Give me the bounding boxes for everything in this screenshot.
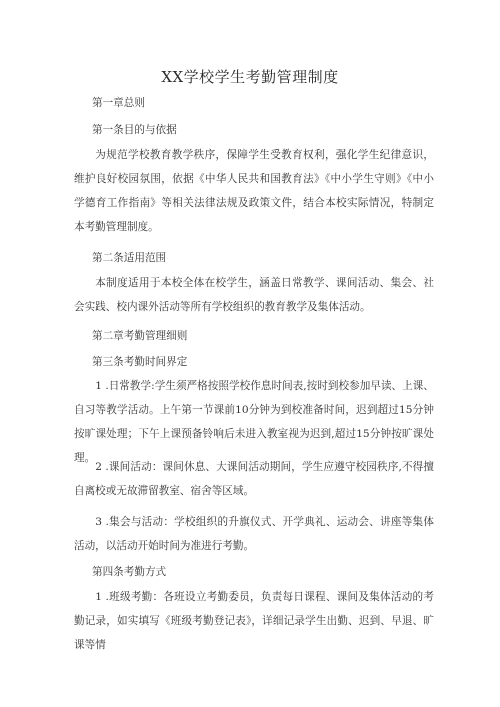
article-3-item-3: 3 .集会与活动：学校组织的升旗仪式、开学典礼、运动会、讲座等集体活动，以活动开始时间为准进行考勤。: [74, 516, 434, 552]
article-1-paragraph: 为规范学校教育教学秩序，保障学生受教育权利，强化学生纪律意识，维护良好校园氛围，依据《中华人民共和国教育法》《中小学生守则》《中小学德育工作指南》等相关法律法规及政策文件，结合本校实际情况，特制定本考勤管理制度。: [74, 149, 434, 233]
article-3-item-1: 1 .日常教学:学生须严格按照学校作息时间表,按时到校参加早读、上课、自习等教学活动。上午第一节课前10分钟为到校准备时间，迟到超过15分钟按旷课处理；下午上课预备铃响后未进入教室视为迟到,超过15分钟按旷课处理。: [74, 380, 434, 464]
article-1-heading: 第一条目的与依据: [92, 124, 177, 136]
article-3-item-2: 2 .课间活动：课间休息、大课间活动期间，学生应遵守校园秩序,不得擅自离校或无故滞留教室、宿舍等区域。: [74, 461, 434, 497]
article-2-paragraph: 本制度适用于本校全体在校学生，涵盖日常教学、课间活动、集会、社会实践、校内课外活动等所有学校组织的教育教学及集体活动。: [74, 277, 434, 313]
article-4-item-1: 1 .班级考勤：各班设立考勤委员，负责每日课程、课间及集体活动的考勤记录，如实填写《班级考勤登记表》，详细记录学生出勤、迟到、早退、旷课等情: [74, 591, 434, 651]
chapter-2-heading: 第二章考勤管理细则: [92, 330, 188, 342]
article-4-heading: 第四条考勤方式: [92, 566, 167, 578]
chapter-1-heading: 第一章总则: [92, 97, 145, 109]
document-title: XX学校学生考勤管理制度: [161, 68, 339, 86]
article-3-heading: 第三条考勤时间界定: [92, 356, 188, 368]
article-2-heading: 第二条适用范围: [92, 252, 167, 264]
